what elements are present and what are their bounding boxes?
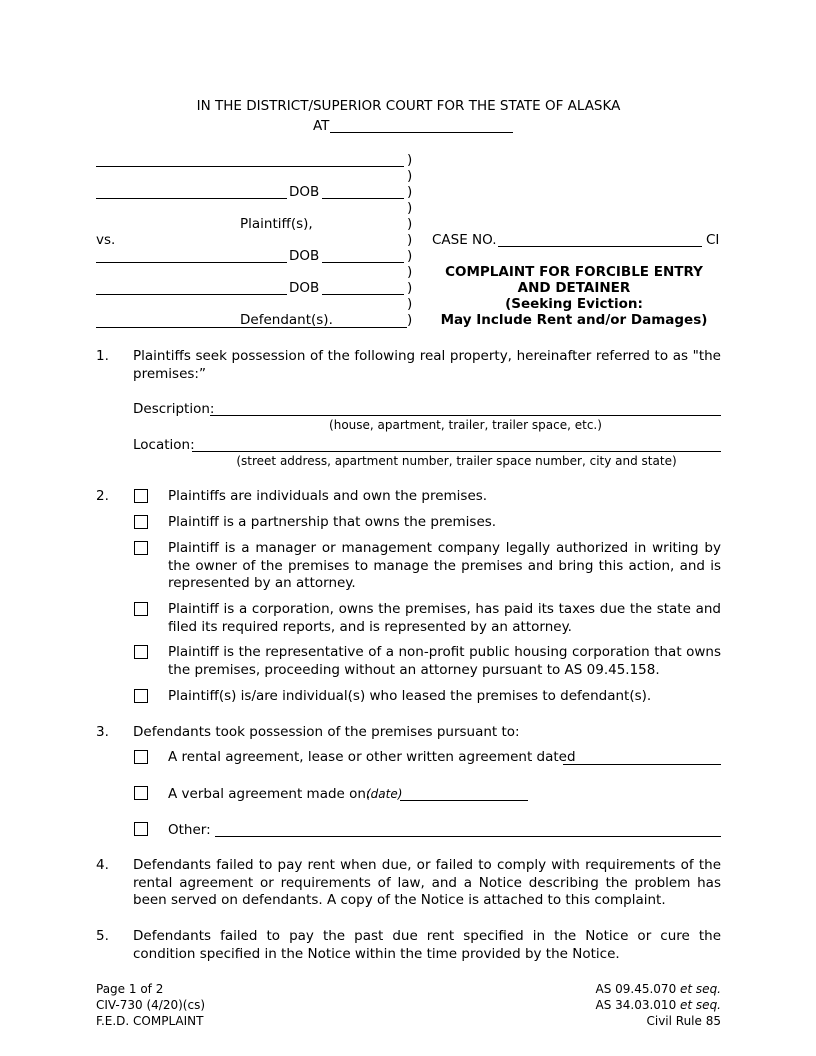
defendants-label: Defendant(s). xyxy=(240,312,333,328)
statute-ref xyxy=(521,981,721,997)
court-heading: IN THE DISTRICT/SUPERIOR COURT FOR THE STATE OF ALASKA xyxy=(196,98,621,114)
checkbox-corporation[interactable] xyxy=(134,602,148,616)
location-hint: (street address, apartment number, trailer space number, city and state) xyxy=(236,454,677,468)
section4-text: Defendants failed to pay rent when due, or failed to comply with requirements of the rental agreement or requirements of law, and a Notice describing the problem has been served on defendants. A copy of the Notice is attached to this complaint. xyxy=(133,857,721,908)
checkbox-rental-agreement[interactable] xyxy=(134,750,148,764)
case-number-field[interactable] xyxy=(498,246,702,247)
paren: ) xyxy=(407,216,413,232)
document-title: COMPLAINT FOR FORCIBLE ENTRY xyxy=(445,264,703,280)
option-nonprofit: Plaintiff is the representative of a non-profit public housing corporation that owns the premises, proceeding without an attorney pursuant to AS 09.45.158. xyxy=(168,644,721,678)
at-label: AT xyxy=(313,118,330,134)
section-number: 3. xyxy=(96,724,109,740)
defendant-dob-field-2[interactable] xyxy=(322,294,404,295)
section5-text: Defendants failed to pay the past due rent specified in the Notice or cure the condition specified in the Notice within the time provided by the Notice. xyxy=(133,928,721,962)
defendant-dob-field-1[interactable] xyxy=(322,262,404,263)
other-label: Other: xyxy=(168,822,211,838)
case-suffix: CI xyxy=(706,232,720,248)
statute-ref xyxy=(521,997,721,1013)
section-number: 4. xyxy=(96,857,109,873)
case-no-label: CASE NO. xyxy=(432,232,497,248)
page-number: Page 1 of 2 xyxy=(96,982,164,996)
et-seq: et seq. xyxy=(680,982,721,996)
dob-label: DOB xyxy=(289,280,320,296)
document-title: AND DETAINER xyxy=(517,280,631,296)
option-corporation: Plaintiff is a corporation, owns the premises, has paid its taxes due the state and filed its required reports, and is represented by an attorney. xyxy=(168,601,721,635)
paren: ) xyxy=(407,264,413,280)
verbal-agreement-label: A verbal agreement made on: xyxy=(168,786,371,802)
location-field[interactable] xyxy=(192,451,721,452)
statute-number: AS 09.45.070 xyxy=(595,982,677,996)
civil-rule: Civil Rule 85 xyxy=(646,1014,721,1028)
paren: ) xyxy=(407,152,413,168)
defendant-name-field-1[interactable] xyxy=(96,262,287,263)
date-hint: (date) xyxy=(366,787,403,801)
footer-right xyxy=(521,981,721,1029)
document-subtitle: May Include Rent and/or Damages) xyxy=(440,312,708,328)
checkbox-partnership[interactable] xyxy=(134,515,148,529)
paren: ) xyxy=(407,168,413,184)
option-lessor: Plaintiff(s) is/are individual(s) who leased the premises to defendant(s). xyxy=(168,688,652,704)
paren: ) xyxy=(407,184,413,200)
checkbox-lessor[interactable] xyxy=(134,689,148,703)
paren: ) xyxy=(407,296,413,312)
rental-agreement-label: A rental agreement, lease or other written agreement dated xyxy=(168,749,576,765)
plaintiff-dob-field[interactable] xyxy=(322,198,404,199)
form-code: CIV-730 (4/20)(cs) xyxy=(96,998,205,1012)
option-manager: Plaintiff is a manager or management company legally authorized in writing by the owner of the premises to manage the premises and bring this action, and is represented by an attorney. xyxy=(168,540,721,591)
paren: ) xyxy=(407,312,413,328)
other-field[interactable] xyxy=(215,836,721,837)
section1-text: Plaintiffs seek possession of the following real property, hereinafter referred to as "the premises:” xyxy=(133,348,721,382)
option-individuals: Plaintiffs are individuals and own the premises. xyxy=(168,488,488,504)
location-label: Location: xyxy=(133,437,195,453)
plaintiff-name-field-2[interactable] xyxy=(96,198,287,199)
vs-label: vs. xyxy=(96,232,116,248)
checkbox-individuals[interactable] xyxy=(134,489,148,503)
dob-label: DOB xyxy=(289,184,320,200)
section-number: 1. xyxy=(96,348,109,364)
description-hint: (house, apartment, trailer, trailer space, etc.) xyxy=(329,418,602,432)
verbal-date-field[interactable] xyxy=(400,800,528,801)
document-subtitle: (Seeking Eviction: xyxy=(505,296,643,312)
checkbox-verbal-agreement[interactable] xyxy=(134,786,148,800)
form-name: F.E.D. COMPLAINT xyxy=(96,1014,204,1028)
checkbox-nonprofit[interactable] xyxy=(134,645,148,659)
section-number: 2. xyxy=(96,488,109,504)
checkbox-other[interactable] xyxy=(134,822,148,836)
defendant-name-field-2[interactable] xyxy=(96,294,287,295)
et-seq: et seq. xyxy=(680,998,721,1012)
paren: ) xyxy=(407,248,413,264)
option-partnership: Plaintiff is a partnership that owns the premises. xyxy=(168,514,497,530)
description-label: Description: xyxy=(133,401,215,417)
plaintiff-name-field-1[interactable] xyxy=(96,166,404,167)
description-field[interactable] xyxy=(210,415,721,416)
rental-date-field[interactable] xyxy=(563,764,721,765)
footer-left xyxy=(96,981,205,1029)
paren: ) xyxy=(407,232,413,248)
section3-text: Defendants took possession of the premises pursuant to: xyxy=(133,724,520,740)
paren: ) xyxy=(407,280,413,296)
at-location-field[interactable] xyxy=(330,132,513,133)
statute-number: AS 34.03.010 xyxy=(595,998,677,1012)
checkbox-manager[interactable] xyxy=(134,541,148,555)
section-number: 5. xyxy=(96,928,109,944)
dob-label: DOB xyxy=(289,248,320,264)
paren: ) xyxy=(407,200,413,216)
plaintiffs-label: Plaintiff(s), xyxy=(240,216,313,232)
